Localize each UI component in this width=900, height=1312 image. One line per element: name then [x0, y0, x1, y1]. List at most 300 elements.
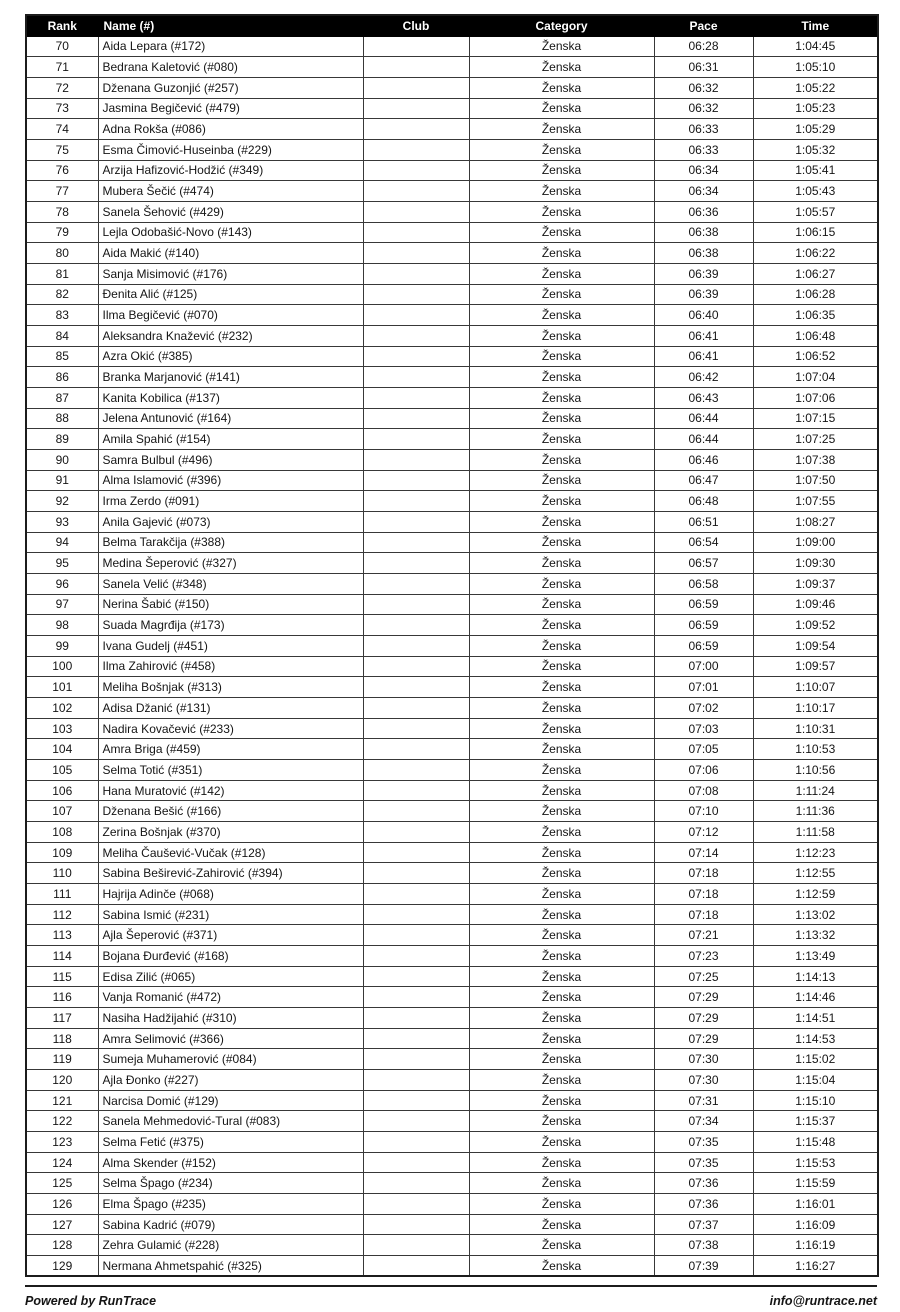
- cell-club: [363, 491, 469, 512]
- cell-rank: 109: [26, 842, 98, 863]
- cell-category: Ženska: [469, 532, 654, 553]
- cell-rank: 94: [26, 532, 98, 553]
- table-row: [26, 925, 878, 946]
- contact-email-text: info@runtrace.net: [769, 1294, 877, 1309]
- cell-name: Suada Magrđija (#173): [98, 615, 363, 636]
- cell-club: [363, 966, 469, 987]
- cell-rank: 97: [26, 594, 98, 615]
- cell-club: [363, 346, 469, 367]
- cell-category: Ženska: [469, 36, 654, 57]
- cell-pace: 06:59: [654, 615, 753, 636]
- powered-by-text: Powered by RunTrace: [25, 1294, 157, 1309]
- cell-rank: 93: [26, 511, 98, 532]
- cell-category: Ženska: [469, 1235, 654, 1256]
- cell-club: [363, 449, 469, 470]
- cell-category: Ženska: [469, 760, 654, 781]
- cell-rank: 112: [26, 904, 98, 925]
- cell-time: 1:05:29: [753, 119, 878, 140]
- cell-rank: 78: [26, 201, 98, 222]
- cell-category: Ženska: [469, 429, 654, 450]
- header-row: [26, 15, 878, 36]
- cell-category: Ženska: [469, 160, 654, 181]
- cell-pace: 06:46: [654, 449, 753, 470]
- table-row: [26, 760, 878, 781]
- cell-category: Ženska: [469, 677, 654, 698]
- cell-name: Alma Skender (#152): [98, 1152, 363, 1173]
- cell-name: Sanja Misimović (#176): [98, 263, 363, 284]
- cell-time: 1:06:35: [753, 305, 878, 326]
- cell-time: 1:06:52: [753, 346, 878, 367]
- table-row: [26, 1194, 878, 1215]
- cell-category: Ženska: [469, 1049, 654, 1070]
- cell-name: Meliha Čaušević-Vučak (#128): [98, 842, 363, 863]
- cell-club: [363, 408, 469, 429]
- table-row: [26, 615, 878, 636]
- table-row: [26, 822, 878, 843]
- cell-rank: 116: [26, 987, 98, 1008]
- cell-pace: 07:18: [654, 904, 753, 925]
- table-row: [26, 1256, 878, 1277]
- cell-rank: 106: [26, 780, 98, 801]
- table-row: [26, 1028, 878, 1049]
- cell-club: [363, 553, 469, 574]
- table-row: [26, 222, 878, 243]
- cell-name: Nermana Ahmetspahić (#325): [98, 1256, 363, 1277]
- cell-club: [363, 573, 469, 594]
- cell-club: [363, 698, 469, 719]
- cell-category: Ženska: [469, 822, 654, 843]
- cell-time: 1:10:31: [753, 718, 878, 739]
- cell-name: Hana Muratović (#142): [98, 780, 363, 801]
- cell-rank: 73: [26, 98, 98, 119]
- cell-name: Esma Čimović-Huseinba (#229): [98, 139, 363, 160]
- cell-time: 1:09:00: [753, 532, 878, 553]
- table-row: [26, 346, 878, 367]
- cell-time: 1:07:15: [753, 408, 878, 429]
- cell-pace: 07:06: [654, 760, 753, 781]
- cell-club: [363, 1235, 469, 1256]
- cell-time: 1:15:37: [753, 1111, 878, 1132]
- cell-category: Ženska: [469, 98, 654, 119]
- table-row: [26, 863, 878, 884]
- cell-name: Aida Makić (#140): [98, 243, 363, 264]
- cell-time: 1:14:46: [753, 987, 878, 1008]
- cell-name: Bojana Đurđević (#168): [98, 946, 363, 967]
- cell-rank: 100: [26, 656, 98, 677]
- cell-rank: 119: [26, 1049, 98, 1070]
- cell-name: Adisa Džanić (#131): [98, 698, 363, 719]
- cell-pace: 07:23: [654, 946, 753, 967]
- table-row: [26, 1132, 878, 1153]
- cell-pace: 07:31: [654, 1090, 753, 1111]
- cell-time: 1:12:55: [753, 863, 878, 884]
- cell-club: [363, 739, 469, 760]
- cell-name: Adna Rokša (#086): [98, 119, 363, 140]
- table-row: [26, 325, 878, 346]
- cell-time: 1:09:54: [753, 635, 878, 656]
- cell-time: 1:09:46: [753, 594, 878, 615]
- cell-rank: 98: [26, 615, 98, 636]
- table-row: [26, 966, 878, 987]
- table-row: [26, 98, 878, 119]
- cell-rank: 105: [26, 760, 98, 781]
- cell-pace: 06:34: [654, 181, 753, 202]
- cell-pace: 07:00: [654, 656, 753, 677]
- cell-rank: 72: [26, 77, 98, 98]
- table-row: [26, 160, 878, 181]
- cell-category: Ženska: [469, 201, 654, 222]
- cell-time: 1:16:01: [753, 1194, 878, 1215]
- cell-pace: 07:36: [654, 1173, 753, 1194]
- cell-time: 1:15:10: [753, 1090, 878, 1111]
- table-row: [26, 491, 878, 512]
- cell-time: 1:05:43: [753, 181, 878, 202]
- cell-pace: 07:29: [654, 987, 753, 1008]
- cell-category: Ženska: [469, 263, 654, 284]
- cell-name: Narcisa Domić (#129): [98, 1090, 363, 1111]
- cell-category: Ženska: [469, 904, 654, 925]
- column-header-time: Time: [753, 15, 878, 36]
- cell-name: Dženana Bešić (#166): [98, 801, 363, 822]
- cell-rank: 87: [26, 387, 98, 408]
- cell-pace: 07:38: [654, 1235, 753, 1256]
- cell-category: Ženska: [469, 1070, 654, 1091]
- cell-rank: 121: [26, 1090, 98, 1111]
- cell-club: [363, 511, 469, 532]
- table-row: [26, 387, 878, 408]
- cell-category: Ženska: [469, 1152, 654, 1173]
- cell-rank: 113: [26, 925, 98, 946]
- cell-name: Ajla Đonko (#227): [98, 1070, 363, 1091]
- cell-time: 1:14:53: [753, 1028, 878, 1049]
- cell-club: [363, 1028, 469, 1049]
- table-row: [26, 470, 878, 491]
- cell-pace: 06:38: [654, 222, 753, 243]
- cell-name: Amra Briga (#459): [98, 739, 363, 760]
- cell-category: Ženska: [469, 346, 654, 367]
- cell-pace: 07:08: [654, 780, 753, 801]
- cell-category: Ženska: [469, 181, 654, 202]
- cell-name: Meliha Bošnjak (#313): [98, 677, 363, 698]
- table-row: [26, 573, 878, 594]
- cell-club: [363, 635, 469, 656]
- cell-name: Sabina Ismić (#231): [98, 904, 363, 925]
- cell-rank: 115: [26, 966, 98, 987]
- cell-time: 1:10:07: [753, 677, 878, 698]
- cell-category: Ženska: [469, 325, 654, 346]
- cell-category: Ženska: [469, 284, 654, 305]
- cell-club: [363, 98, 469, 119]
- cell-category: Ženska: [469, 408, 654, 429]
- cell-time: 1:10:56: [753, 760, 878, 781]
- cell-category: Ženska: [469, 842, 654, 863]
- cell-time: 1:16:19: [753, 1235, 878, 1256]
- cell-pace: 07:39: [654, 1256, 753, 1277]
- cell-category: Ženska: [469, 594, 654, 615]
- cell-pace: 06:28: [654, 36, 753, 57]
- cell-name: Selma Totić (#351): [98, 760, 363, 781]
- cell-time: 1:05:22: [753, 77, 878, 98]
- cell-pace: 06:43: [654, 387, 753, 408]
- cell-pace: 07:18: [654, 884, 753, 905]
- table-row: [26, 305, 878, 326]
- cell-time: 1:12:59: [753, 884, 878, 905]
- cell-time: 1:10:53: [753, 739, 878, 760]
- cell-name: Kanita Kobilica (#137): [98, 387, 363, 408]
- cell-category: Ženska: [469, 698, 654, 719]
- cell-pace: 07:21: [654, 925, 753, 946]
- cell-club: [363, 842, 469, 863]
- cell-category: Ženska: [469, 925, 654, 946]
- cell-pace: 07:05: [654, 739, 753, 760]
- cell-rank: 126: [26, 1194, 98, 1215]
- cell-pace: 06:32: [654, 98, 753, 119]
- cell-name: Sumeja Muhamerović (#084): [98, 1049, 363, 1070]
- table-row: [26, 119, 878, 140]
- cell-pace: 07:03: [654, 718, 753, 739]
- cell-rank: 70: [26, 36, 98, 57]
- cell-rank: 90: [26, 449, 98, 470]
- cell-pace: 06:41: [654, 346, 753, 367]
- cell-pace: 07:29: [654, 1008, 753, 1029]
- cell-category: Ženska: [469, 511, 654, 532]
- cell-category: Ženska: [469, 449, 654, 470]
- cell-time: 1:06:15: [753, 222, 878, 243]
- table-row: [26, 946, 878, 967]
- cell-name: Belma Tarakčija (#388): [98, 532, 363, 553]
- cell-pace: 07:14: [654, 842, 753, 863]
- cell-name: Zerina Bošnjak (#370): [98, 822, 363, 843]
- cell-rank: 96: [26, 573, 98, 594]
- cell-name: Anila Gajević (#073): [98, 511, 363, 532]
- cell-club: [363, 367, 469, 388]
- table-row: [26, 656, 878, 677]
- cell-name: Sabina Beširević-Zahirović (#394): [98, 863, 363, 884]
- cell-time: 1:16:09: [753, 1214, 878, 1235]
- cell-name: Nadira Kovačević (#233): [98, 718, 363, 739]
- cell-club: [363, 884, 469, 905]
- table-row: [26, 553, 878, 574]
- cell-category: Ženska: [469, 119, 654, 140]
- cell-time: 1:09:52: [753, 615, 878, 636]
- cell-name: Sabina Kadrić (#079): [98, 1214, 363, 1235]
- table-row: [26, 677, 878, 698]
- cell-rank: 76: [26, 160, 98, 181]
- cell-category: Ženska: [469, 491, 654, 512]
- cell-rank: 89: [26, 429, 98, 450]
- cell-category: Ženska: [469, 780, 654, 801]
- cell-rank: 128: [26, 1235, 98, 1256]
- cell-rank: 120: [26, 1070, 98, 1091]
- cell-rank: 127: [26, 1214, 98, 1235]
- cell-category: Ženska: [469, 553, 654, 574]
- cell-club: [363, 615, 469, 636]
- cell-name: Jelena Antunović (#164): [98, 408, 363, 429]
- cell-name: Zehra Gulamić (#228): [98, 1235, 363, 1256]
- cell-category: Ženska: [469, 222, 654, 243]
- cell-time: 1:07:04: [753, 367, 878, 388]
- cell-rank: 80: [26, 243, 98, 264]
- cell-name: Mubera Šečić (#474): [98, 181, 363, 202]
- table-row: [26, 532, 878, 553]
- table-row: [26, 367, 878, 388]
- cell-pace: 07:10: [654, 801, 753, 822]
- cell-category: Ženska: [469, 966, 654, 987]
- table-row: [26, 243, 878, 264]
- table-row: [26, 1008, 878, 1029]
- cell-rank: 84: [26, 325, 98, 346]
- cell-name: Branka Marjanović (#141): [98, 367, 363, 388]
- cell-category: Ženska: [469, 1256, 654, 1277]
- cell-pace: 06:40: [654, 305, 753, 326]
- table-row: [26, 408, 878, 429]
- cell-rank: 75: [26, 139, 98, 160]
- cell-time: 1:15:53: [753, 1152, 878, 1173]
- cell-name: Arzija Hafizović-Hodžić (#349): [98, 160, 363, 181]
- cell-pace: 07:35: [654, 1132, 753, 1153]
- cell-name: Sanela Šehović (#429): [98, 201, 363, 222]
- table-row: [26, 904, 878, 925]
- cell-time: 1:04:45: [753, 36, 878, 57]
- cell-rank: 117: [26, 1008, 98, 1029]
- cell-time: 1:06:22: [753, 243, 878, 264]
- cell-time: 1:16:27: [753, 1256, 878, 1277]
- cell-pace: 06:44: [654, 429, 753, 450]
- column-header-pace: Pace: [654, 15, 753, 36]
- cell-time: 1:11:58: [753, 822, 878, 843]
- cell-club: [363, 801, 469, 822]
- cell-pace: 07:01: [654, 677, 753, 698]
- cell-name: Sanela Velić (#348): [98, 573, 363, 594]
- cell-name: Bedrana Kaletović (#080): [98, 57, 363, 78]
- table-row: [26, 201, 878, 222]
- cell-pace: 06:57: [654, 553, 753, 574]
- cell-pace: 07:25: [654, 966, 753, 987]
- cell-category: Ženska: [469, 367, 654, 388]
- cell-time: 1:11:24: [753, 780, 878, 801]
- cell-category: Ženska: [469, 77, 654, 98]
- cell-pace: 07:12: [654, 822, 753, 843]
- column-header-rank: Rank: [26, 15, 98, 36]
- cell-time: 1:05:32: [753, 139, 878, 160]
- cell-pace: 07:29: [654, 1028, 753, 1049]
- cell-rank: 95: [26, 553, 98, 574]
- cell-club: [363, 139, 469, 160]
- cell-rank: 118: [26, 1028, 98, 1049]
- cell-category: Ženska: [469, 243, 654, 264]
- table-row: [26, 594, 878, 615]
- cell-category: Ženska: [469, 801, 654, 822]
- cell-rank: 104: [26, 739, 98, 760]
- cell-name: Nerina Šabić (#150): [98, 594, 363, 615]
- cell-club: [363, 1173, 469, 1194]
- cell-name: Amra Selimović (#366): [98, 1028, 363, 1049]
- cell-time: 1:07:06: [753, 387, 878, 408]
- cell-name: Samra Bulbul (#496): [98, 449, 363, 470]
- cell-time: 1:15:04: [753, 1070, 878, 1091]
- cell-pace: 06:31: [654, 57, 753, 78]
- cell-rank: 107: [26, 801, 98, 822]
- cell-time: 1:06:48: [753, 325, 878, 346]
- results-table: [25, 14, 879, 1277]
- cell-pace: 06:41: [654, 325, 753, 346]
- cell-name: Lejla Odobašić-Novo (#143): [98, 222, 363, 243]
- cell-time: 1:13:32: [753, 925, 878, 946]
- cell-name: Nasiha Hadžijahić (#310): [98, 1008, 363, 1029]
- cell-name: Ajla Šeperović (#371): [98, 925, 363, 946]
- cell-rank: 125: [26, 1173, 98, 1194]
- cell-rank: 88: [26, 408, 98, 429]
- cell-rank: 74: [26, 119, 98, 140]
- cell-time: 1:07:50: [753, 470, 878, 491]
- cell-category: Ženska: [469, 656, 654, 677]
- cell-name: Ilma Begičević (#070): [98, 305, 363, 326]
- cell-time: 1:13:49: [753, 946, 878, 967]
- cell-pace: 06:54: [654, 532, 753, 553]
- cell-time: 1:12:23: [753, 842, 878, 863]
- cell-club: [363, 656, 469, 677]
- cell-club: [363, 429, 469, 450]
- cell-club: [363, 181, 469, 202]
- cell-rank: 77: [26, 181, 98, 202]
- table-row: [26, 1235, 878, 1256]
- cell-club: [363, 1049, 469, 1070]
- cell-club: [363, 1214, 469, 1235]
- cell-club: [363, 470, 469, 491]
- cell-category: Ženska: [469, 387, 654, 408]
- table-row: [26, 780, 878, 801]
- cell-club: [363, 1152, 469, 1173]
- cell-time: 1:14:13: [753, 966, 878, 987]
- cell-name: Jasmina Begičević (#479): [98, 98, 363, 119]
- cell-rank: 111: [26, 884, 98, 905]
- cell-club: [363, 243, 469, 264]
- cell-club: [363, 780, 469, 801]
- table-row: [26, 1049, 878, 1070]
- cell-club: [363, 1008, 469, 1029]
- cell-category: Ženska: [469, 1214, 654, 1235]
- cell-name: Selma Špago (#234): [98, 1173, 363, 1194]
- cell-time: 1:05:41: [753, 160, 878, 181]
- cell-name: Aida Lepara (#172): [98, 36, 363, 57]
- cell-category: Ženska: [469, 57, 654, 78]
- cell-name: Dženana Guzonjić (#257): [98, 77, 363, 98]
- cell-time: 1:09:57: [753, 656, 878, 677]
- cell-pace: 06:51: [654, 511, 753, 532]
- table-row: [26, 1173, 878, 1194]
- cell-pace: 07:30: [654, 1049, 753, 1070]
- column-header-club: Club: [363, 15, 469, 36]
- cell-club: [363, 987, 469, 1008]
- cell-club: [363, 1070, 469, 1091]
- cell-category: Ženska: [469, 1194, 654, 1215]
- cell-name: Sanela Mehmedović-Tural (#083): [98, 1111, 363, 1132]
- results-table-header: [26, 15, 878, 36]
- cell-pace: 06:34: [654, 160, 753, 181]
- cell-time: 1:05:10: [753, 57, 878, 78]
- cell-pace: 06:36: [654, 201, 753, 222]
- cell-category: Ženska: [469, 573, 654, 594]
- table-row: [26, 698, 878, 719]
- cell-category: Ženska: [469, 987, 654, 1008]
- cell-name: Elma Špago (#235): [98, 1194, 363, 1215]
- cell-rank: 124: [26, 1152, 98, 1173]
- cell-time: 1:14:51: [753, 1008, 878, 1029]
- cell-category: Ženska: [469, 739, 654, 760]
- cell-rank: 86: [26, 367, 98, 388]
- cell-club: [363, 822, 469, 843]
- cell-rank: 81: [26, 263, 98, 284]
